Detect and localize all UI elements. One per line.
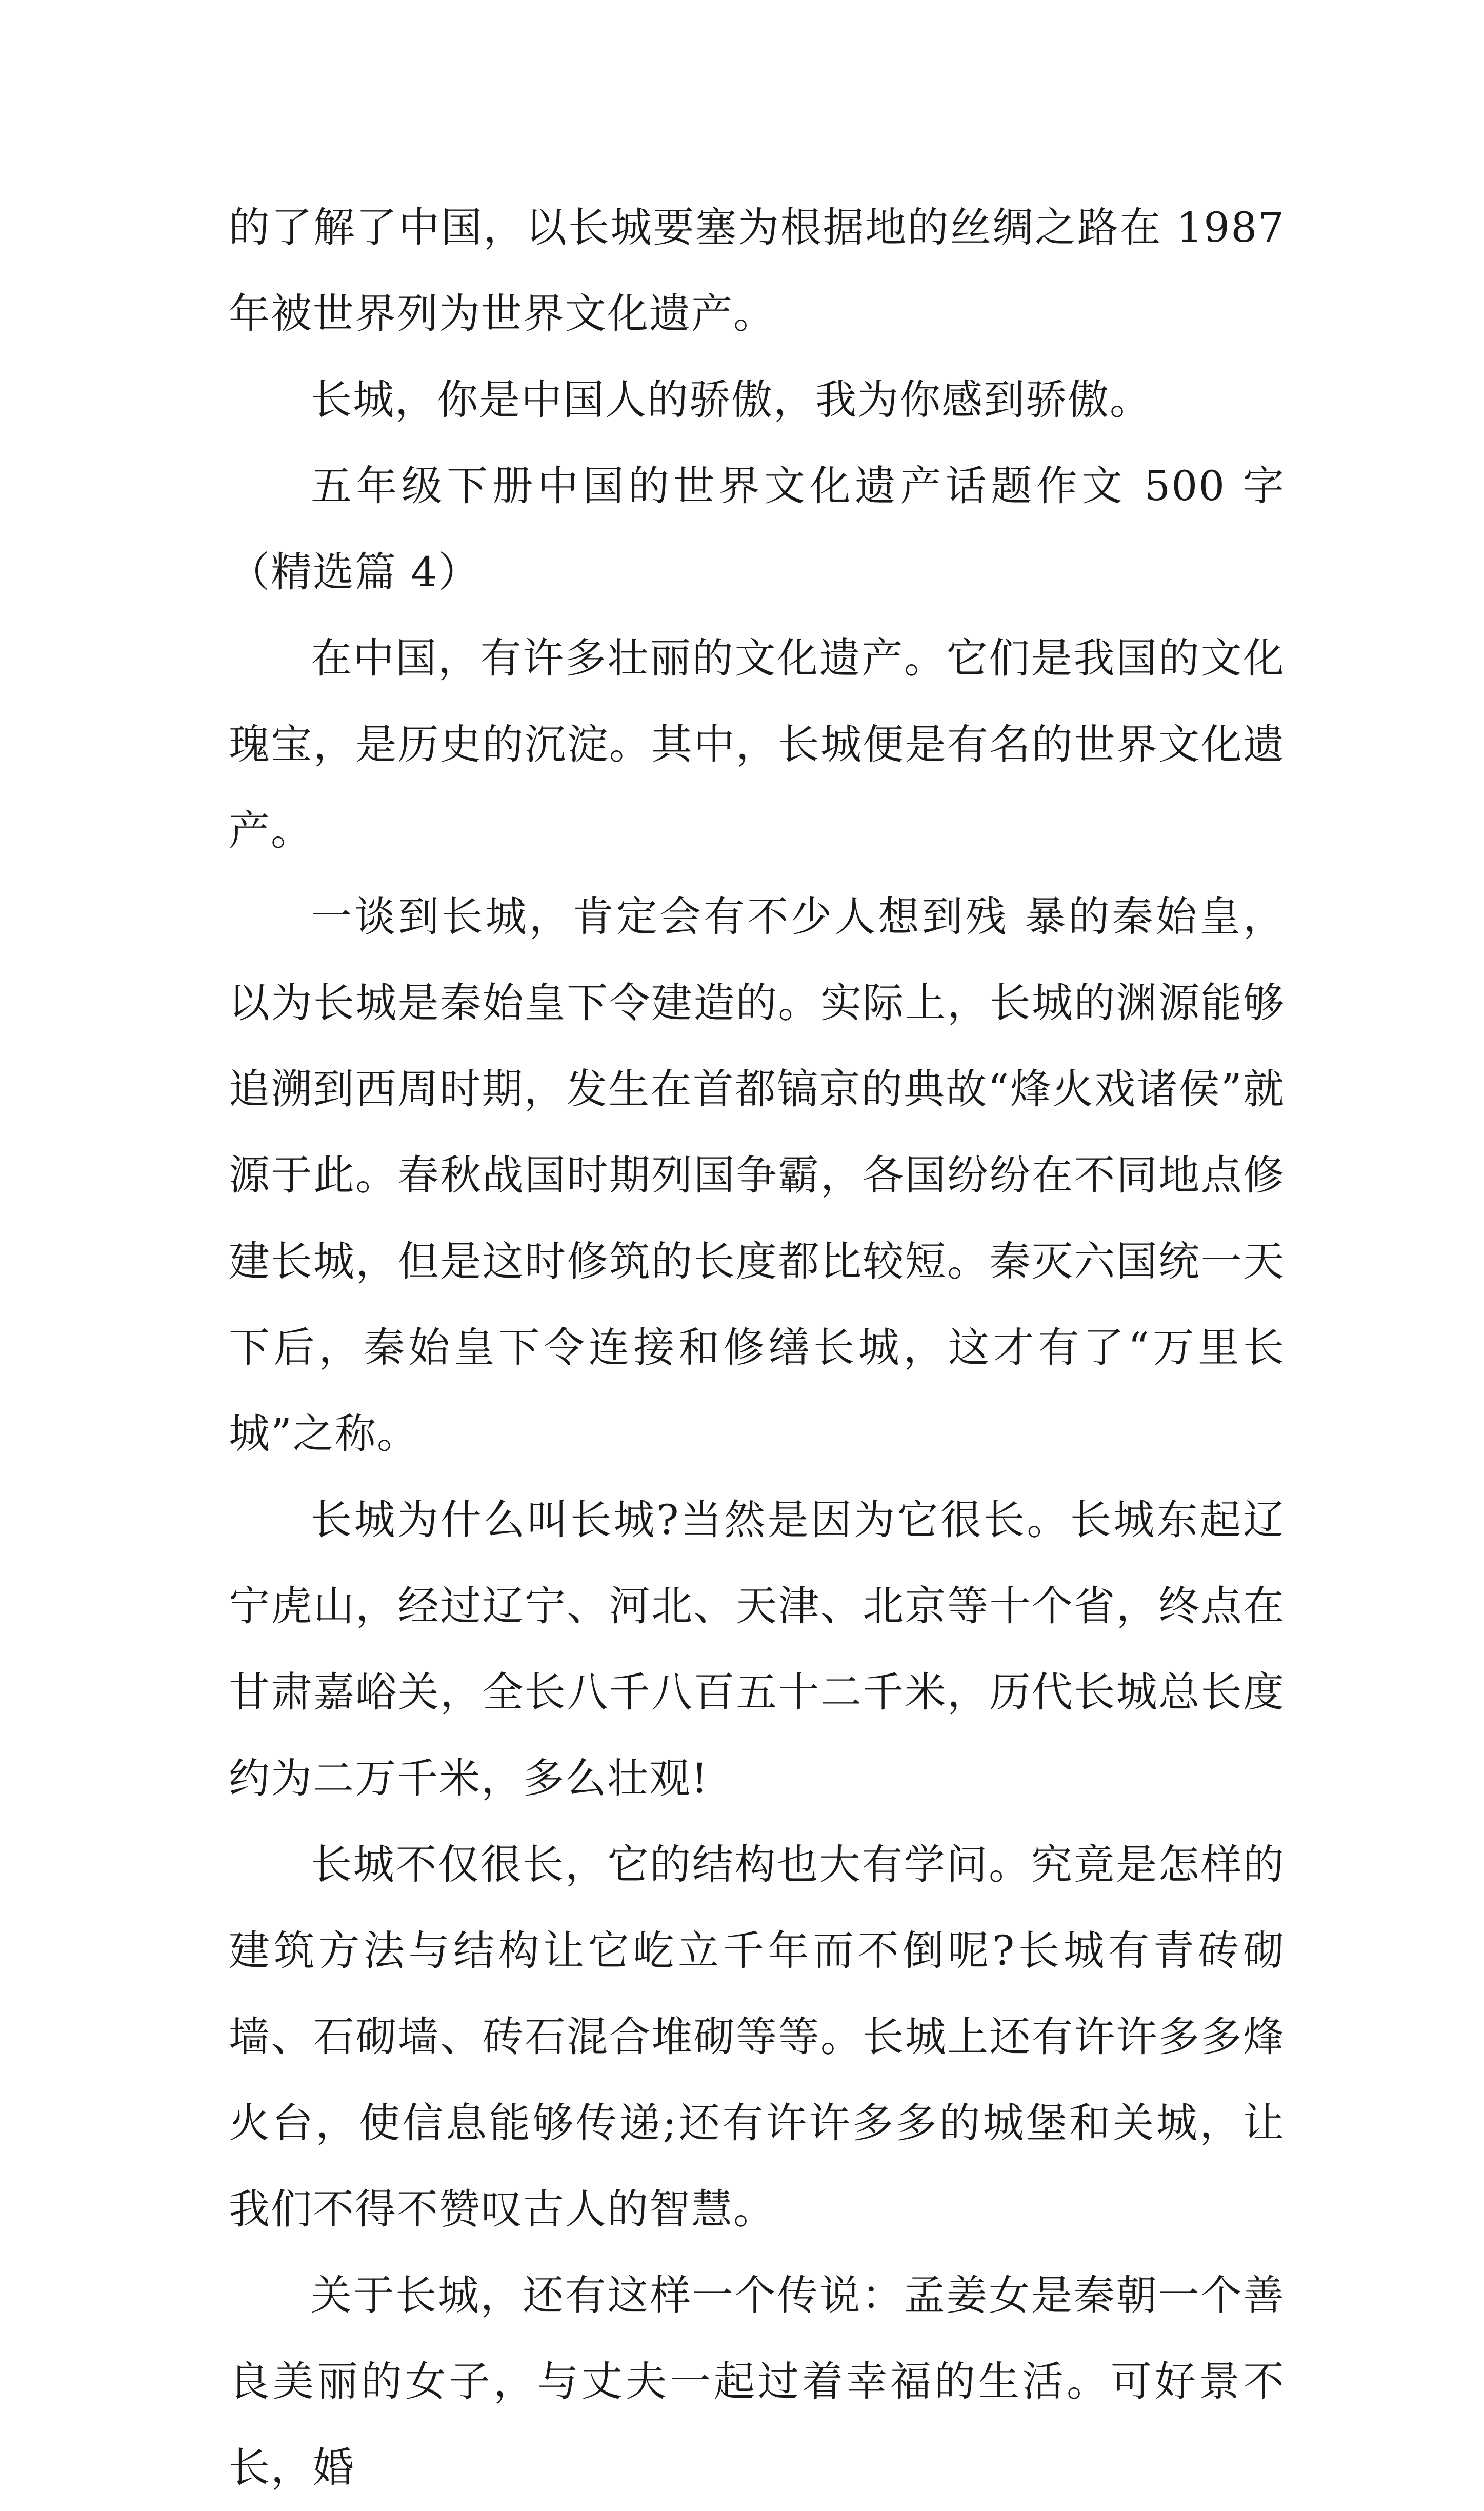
paragraph: 关于长城，还有这样一个传说：孟姜女是秦朝一个善良美丽的女子，与丈夫一起过着幸福的生活。可好景不长，婚 — [229, 2271, 1285, 2492]
paragraph: 长城为什么叫长城?当然是因为它很长。长城东起辽宁虎山，经过辽宁、河北、天津、北京等十个省，终点在甘肃嘉峪关，全长八千八百五十二千米，历代长城总长度约为二万千米，多么壮观! — [229, 1496, 1285, 1802]
document-body — [229, 185, 1285, 2511]
paragraph: 的了解了中国，以长城要塞为根据地的丝绸之路在 1987 年被世界列为世界文化遗产。 — [229, 204, 1285, 337]
paragraph: 一谈到长城，肯定会有不少人想到残 暴的秦始皇，以为长城是秦始皇下令建造的。实际上，长城的渊源能够追溯到西周时期，发生在首都镐京的典故“烽火戏诸侯”就源于此。春秋战国时期列国争霸，各国纷纷在不同地点修建长城，但是这时修筑的长度都比较短。秦灭六国统一天下后，秦始皇下令连接和修缮长城，这才有了“万里长城”之称。 — [229, 893, 1285, 1458]
paragraph: 长城，你是中国人的骄傲，我为你感到骄傲。 — [311, 376, 1152, 424]
paragraph: 长城不仅很长，它的结构也大有学问。究竟是怎样的建筑方法与结构让它屹立千年而不倒呢?长城有青砖砌墙、石砌墙、砖石混合堆砌等等。长城上还有许许多多烽火台，使信息能够传递;还有许许多多的城堡和关城，让我们不得不赞叹古人的智慧。 — [229, 1841, 1285, 2233]
paragraph: 在中国，有许多壮丽的文化遗产。它们是我国的文化瑰宝，是历史的沉淀。其中，长城便是有名的世界文化遗产。 — [229, 634, 1285, 854]
section-heading: 五年级下册中国的世界文化遗产话题作文 500 字（精选篇 4） — [229, 462, 1285, 596]
